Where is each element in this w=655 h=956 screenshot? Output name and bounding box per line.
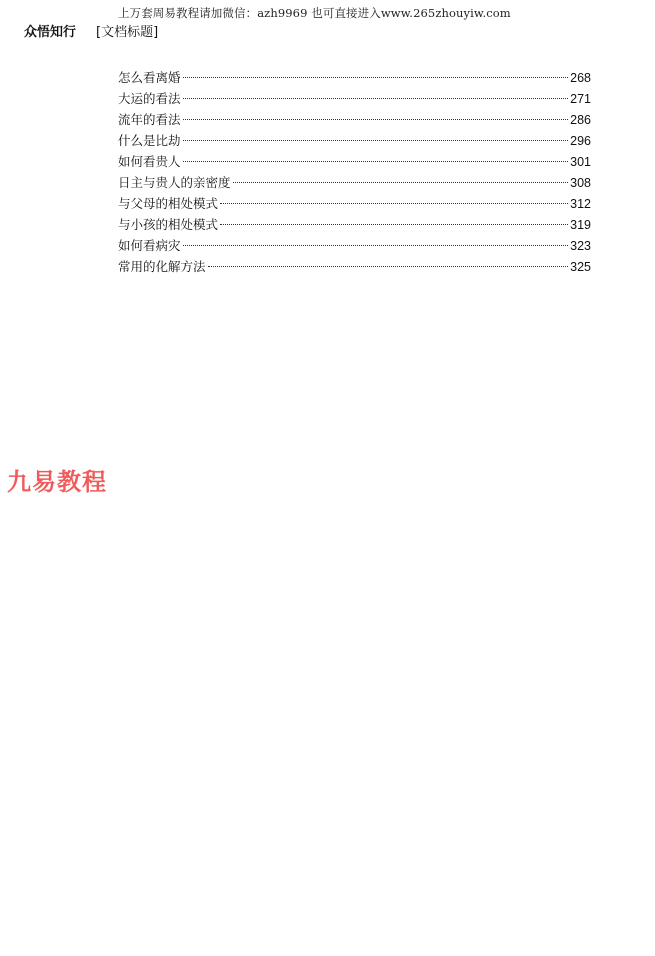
toc-dot-leader	[220, 203, 568, 204]
toc-entry-title: 与父母的相处模式	[118, 196, 219, 211]
header-document-title: [文档标题]	[96, 25, 159, 40]
toc-entry-page: 301	[570, 155, 591, 169]
toc-entry-page: 319	[570, 218, 591, 232]
toc-entry-title: 流年的看法	[118, 112, 181, 127]
toc-dot-leader	[183, 77, 569, 78]
toc-dot-leader	[183, 98, 569, 99]
toc-dot-leader	[220, 224, 568, 225]
toc-dot-leader	[233, 182, 569, 183]
toc-entry[interactable]	[118, 151, 591, 172]
table-of-contents	[118, 67, 591, 277]
toc-entry-page: 286	[570, 113, 591, 127]
toc-dot-leader	[183, 245, 569, 246]
toc-entry-title: 怎么看离婚	[118, 70, 181, 85]
toc-dot-leader	[208, 266, 569, 267]
toc-entry-page: 271	[570, 92, 591, 106]
toc-entry-page: 296	[570, 134, 591, 148]
toc-entry-page: 268	[570, 71, 591, 85]
toc-entry-title: 与小孩的相处模式	[118, 217, 219, 232]
toc-entry[interactable]	[118, 214, 591, 235]
toc-entry[interactable]	[118, 256, 591, 277]
toc-entry-title: 日主与贵人的亲密度	[118, 175, 231, 190]
top-banner-text: 上万套周易教程请加微信：azh9969 也可直接进入www.265zhouyiw.com	[118, 6, 511, 20]
toc-entry-title: 如何看病灾	[118, 238, 181, 253]
watermark-logo-text: 九易教程	[7, 468, 107, 496]
toc-entry-title: 大运的看法	[118, 91, 181, 106]
toc-entry-title: 什么是比劫	[118, 133, 181, 148]
toc-dot-leader	[183, 140, 569, 141]
toc-entry-page: 308	[570, 176, 591, 190]
toc-entry[interactable]	[118, 88, 591, 109]
toc-entry-page: 312	[570, 197, 591, 211]
toc-entry-title: 如何看贵人	[118, 154, 181, 169]
header-brand: 众悟知行	[24, 25, 77, 40]
toc-entry-page: 325	[570, 260, 591, 274]
toc-entry[interactable]	[118, 235, 591, 256]
toc-entry[interactable]	[118, 109, 591, 130]
toc-entry-page: 323	[570, 239, 591, 253]
document-header	[24, 21, 158, 40]
toc-entry[interactable]	[118, 67, 591, 88]
toc-dot-leader	[183, 119, 569, 120]
toc-entry-title: 常用的化解方法	[118, 259, 206, 274]
toc-entry[interactable]	[118, 172, 591, 193]
toc-dot-leader	[183, 161, 569, 162]
toc-entry[interactable]	[118, 193, 591, 214]
toc-entry[interactable]	[118, 130, 591, 151]
